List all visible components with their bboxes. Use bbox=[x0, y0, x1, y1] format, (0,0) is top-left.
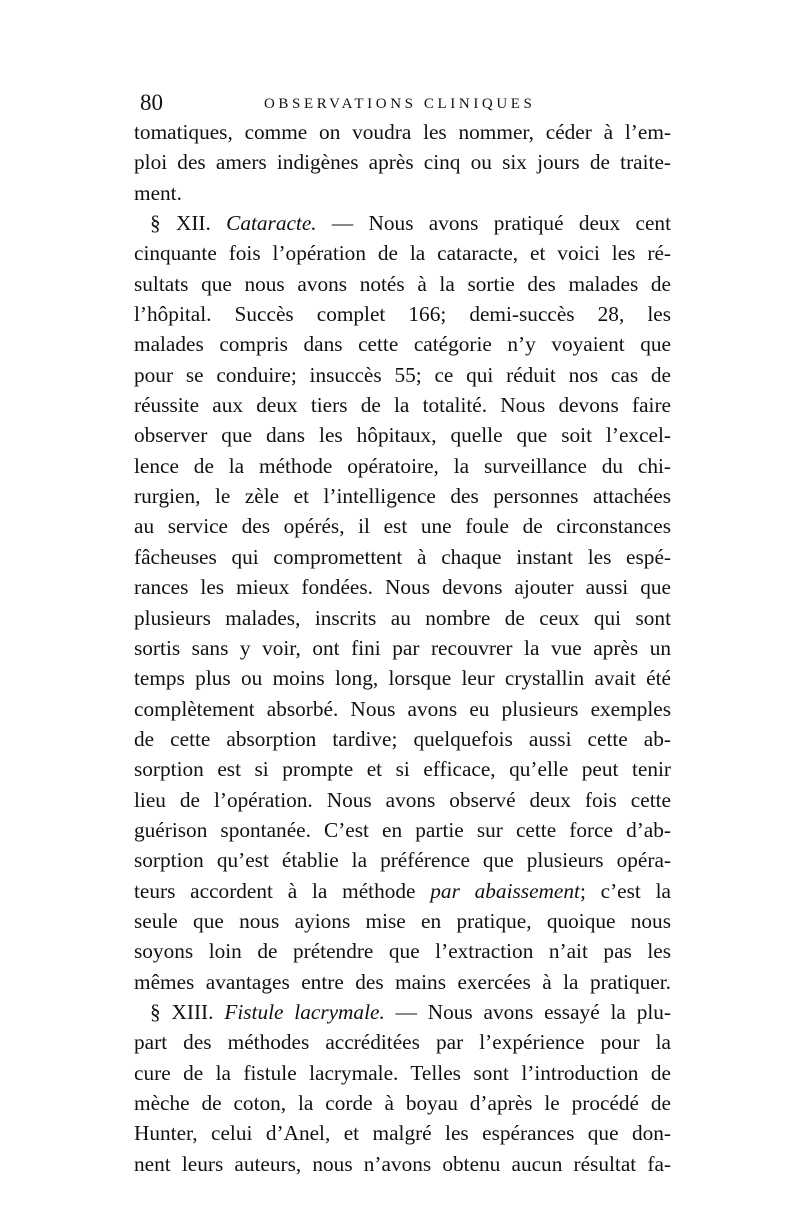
text-line: malades compris dans cette catégorie n’y voyaient que bbox=[134, 332, 671, 357]
text-line: Hunter, celui d’Anel, et malgré les espérances que don- bbox=[134, 1121, 671, 1146]
page-number: 80 bbox=[140, 90, 163, 115]
body-text bbox=[134, 117, 671, 1179]
running-head bbox=[140, 88, 670, 118]
text-run: teurs accordent à la méthode bbox=[134, 878, 431, 903]
italic-phrase: Cataracte. bbox=[226, 211, 317, 236]
text-line: cinquante fois l’opération de la cataracte, et voici les ré- bbox=[134, 241, 671, 266]
text-line: réussite aux deux tiers de la totalité. Nous devons faire bbox=[134, 393, 671, 418]
text-run: ; c’est la bbox=[579, 878, 672, 903]
text-line: de cette absorption tardive; quelquefois aussi cette ab- bbox=[134, 726, 671, 751]
text-line: ment. bbox=[134, 180, 182, 205]
text-line bbox=[134, 208, 671, 238]
text-run: — Nous avons essayé la plu- bbox=[384, 999, 671, 1024]
text-line: part des méthodes accréditées par l’expérience pour la bbox=[134, 1030, 671, 1055]
text-line: sorption qu’est établie la préférence que plusieurs opéra- bbox=[134, 848, 671, 873]
text-line: seule que nous ayions mise en pratique, quoique nous bbox=[134, 908, 671, 933]
text-line: lieu de l’opération. Nous avons observé deux fois cette bbox=[134, 787, 671, 812]
text-line: au service des opérés, il est une foule de circonstances bbox=[134, 514, 671, 539]
text-run: § XII. bbox=[150, 211, 227, 236]
text-line: sortis sans y voir, ont fini par recouvrer la vue après un bbox=[134, 635, 671, 660]
text-line: cure de la fistule lacrymale. Telles sont l’introduction de bbox=[134, 1060, 671, 1085]
text-line: nent leurs auteurs, nous n’avons obtenu aucun résultat fa- bbox=[134, 1151, 671, 1176]
text-line: lence de la méthode opératoire, la surveillance du chi- bbox=[134, 453, 671, 478]
text-line: l’hôpital. Succès complet 166; demi-succès 28, les bbox=[134, 302, 671, 327]
text-line: mèche de coton, la corde à boyau d’après le procédé de bbox=[134, 1091, 671, 1115]
text-line: plusieurs malades, inscrits au nombre de ceux qui sont bbox=[134, 605, 671, 630]
text-line: rances les mieux fondées. Nous devons ajouter aussi que bbox=[134, 575, 671, 600]
text-line: soyons loin de prétendre que l’extraction n’ait pas les bbox=[134, 939, 671, 964]
text-line: complètement absorbé. Nous avons eu plusieurs exemples bbox=[134, 696, 671, 721]
text-line: guérison spontanée. C’est en partie sur cette force d’ab- bbox=[134, 817, 671, 842]
text-line bbox=[134, 876, 671, 906]
running-title: OBSERVATIONS CLINIQUES bbox=[264, 96, 536, 112]
text-line: temps plus ou moins long, lorsque leur crystallin avait été bbox=[134, 666, 671, 691]
text-line: pour se conduire; insuccès 55; ce qui réduit nos cas de bbox=[134, 362, 671, 387]
text-line: fâcheuses qui compromettent à chaque instant les espé- bbox=[134, 544, 671, 569]
text-line: sorption est si prompte et si efficace, qu’elle peut tenir bbox=[134, 757, 671, 782]
text-line: mêmes avantages entre des mains exercées à la pratiquer. bbox=[134, 969, 671, 994]
text-line: observer que dans les hôpitaux, quelle que soit l’excel- bbox=[134, 423, 671, 448]
text-line: ploi des amers indigènes après cinq ou six jours de traite- bbox=[134, 150, 671, 175]
text-line: tomatiques, comme on voudra les nommer, céder à l’em- bbox=[134, 120, 671, 144]
italic-phrase: par abaissement bbox=[430, 878, 580, 903]
text-line: rurgien, le zèle et l’intelligence des personnes attachées bbox=[134, 484, 671, 509]
text-line bbox=[134, 997, 671, 1027]
text-line: sultats que nous avons notés à la sortie des malades de bbox=[134, 271, 671, 296]
italic-phrase: Fistule lacrymale. bbox=[224, 999, 385, 1024]
text-run: — Nous avons pratiqué deux cent bbox=[316, 211, 671, 236]
text-run: § XIII. bbox=[150, 999, 225, 1024]
